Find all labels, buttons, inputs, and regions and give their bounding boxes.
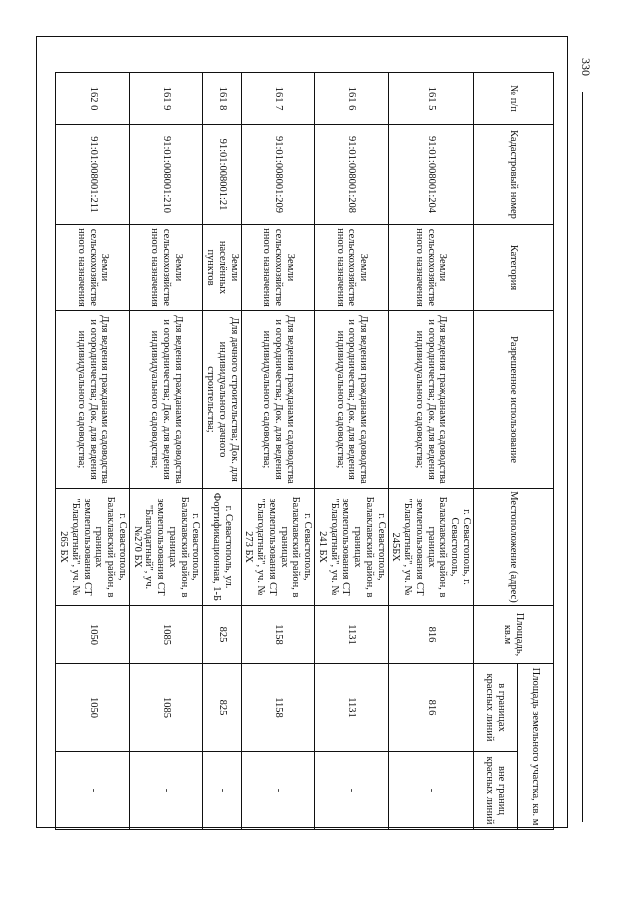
cell-area: 1158	[241, 606, 315, 664]
cell-use: Для ведения гражданами садоводства и огородничества; Док. для ведения индивидуального садоводства;	[241, 311, 315, 489]
cell-location: г. Севастополь, Балаклавский район, в границах землепользования СТ "Благодатный", уч. № 265 БХ	[56, 489, 130, 606]
cell-outside: -	[56, 752, 130, 830]
cell-cadastral: 91:01:008001:208	[315, 125, 389, 225]
cell-outside: -	[315, 752, 389, 830]
cell-category: Земли сельскохозяйстве нного назначения	[315, 225, 389, 311]
cell-num: 161 7	[241, 73, 315, 125]
cell-location: г. Севастополь, ул. Фортификационная, 1-Б	[203, 489, 241, 606]
side-rule	[582, 92, 583, 822]
cell-within: 1158	[241, 664, 315, 752]
cell-location: г. Севастополь, г. Севастополь, Балаклавский район, в границах землепользования СТ "Благодатный", уч. № 245БХ	[388, 489, 473, 606]
land-plots-table	[56, 72, 555, 830]
cell-num: 161 9	[130, 73, 204, 125]
header-use: Разрешенное использование	[474, 311, 554, 489]
cell-category: Земли населённых пунктов	[203, 225, 241, 311]
cell-cadastral: 91:01:008001:21	[203, 125, 241, 225]
cell-cadastral: 91:01:008001:211	[56, 125, 130, 225]
cell-cadastral: 91:01:008001:209	[241, 125, 315, 225]
cell-use: Для ведения гражданами садоводства и огородничества; Док. для ведения индивидуального садоводства;	[315, 311, 389, 489]
cell-category: Земли сельскохозяйстве нного назначения	[56, 225, 130, 311]
cell-num: 161 6	[315, 73, 389, 125]
cell-num: 161 5	[388, 73, 473, 125]
header-num: № п/п	[474, 73, 554, 125]
cell-within: 816	[388, 664, 473, 752]
cell-location: г. Севастополь, Балаклавский район, в границах землепользования СТ "Благодатный", уч. № 273 БХ	[241, 489, 315, 606]
table-row	[203, 73, 241, 830]
cell-area: 816	[388, 606, 473, 664]
cell-num: 161 8	[203, 73, 241, 125]
cell-within: 1085	[130, 664, 204, 752]
header-cadastral: Кадастровый номер	[474, 125, 554, 225]
table-row	[130, 73, 204, 830]
header-land-area: Площадь земельного участка, кв. м	[518, 664, 554, 830]
cell-outside: -	[203, 752, 241, 830]
header-row-1	[518, 73, 554, 830]
cell-outside: -	[130, 752, 204, 830]
cell-use: Для ведения гражданами садоводства и огородничества; Док. для ведения индивидуального садоводства;	[56, 311, 130, 489]
cell-within: 1131	[315, 664, 389, 752]
cell-location: г. Севастополь, Балаклавский район, в границах землепользования СТ "Благодатный", уч. №270 БХ	[130, 489, 204, 606]
cell-within: 825	[203, 664, 241, 752]
table-row	[241, 73, 315, 830]
header-within: в границах красных линий	[474, 664, 518, 752]
cell-use: Для ведения гражданами садоводства и огородничества; Док. для ведения индивидуального садоводства;	[130, 311, 204, 489]
cell-cadastral: 91:01:008001:204	[388, 125, 473, 225]
cell-within: 1050	[56, 664, 130, 752]
page-number: 330	[579, 58, 593, 76]
header-outside: вне границ красных линий	[474, 752, 518, 830]
cell-area: 1131	[315, 606, 389, 664]
cell-area: 1050	[56, 606, 130, 664]
header-category: Категория	[474, 225, 554, 311]
cell-category: Земли сельскохозяйстве нного назначения	[241, 225, 315, 311]
cell-use: Для дачного строительства; Док. для индивидуального дачного строительства;	[203, 311, 241, 489]
header-area: Площадь, кв.м	[474, 606, 554, 664]
cell-location: г. Севастополь, Балаклавский район, в границах землепользования СТ "Благодатный", уч. № 241 БХ	[315, 489, 389, 606]
cell-area: 1085	[130, 606, 204, 664]
cell-outside: -	[241, 752, 315, 830]
cell-category: Земли сельскохозяйстве нного назначения	[388, 225, 473, 311]
cell-category: Земли сельскохозяйстве нного назначения	[130, 225, 204, 311]
cell-use: Для ведения гражданами садоводства и огородничества; Док. для ведения индивидуального садоводства;	[388, 311, 473, 489]
table-row	[315, 73, 389, 830]
table-row	[56, 73, 130, 830]
cell-outside: -	[388, 752, 473, 830]
cell-area: 825	[203, 606, 241, 664]
header-location: Местоположение (адрес)	[474, 489, 554, 606]
table-row	[388, 73, 473, 830]
rotated-table-container	[58, 72, 554, 829]
cell-cadastral: 91:01:008001:210	[130, 125, 204, 225]
cell-num: 162 0	[56, 73, 130, 125]
